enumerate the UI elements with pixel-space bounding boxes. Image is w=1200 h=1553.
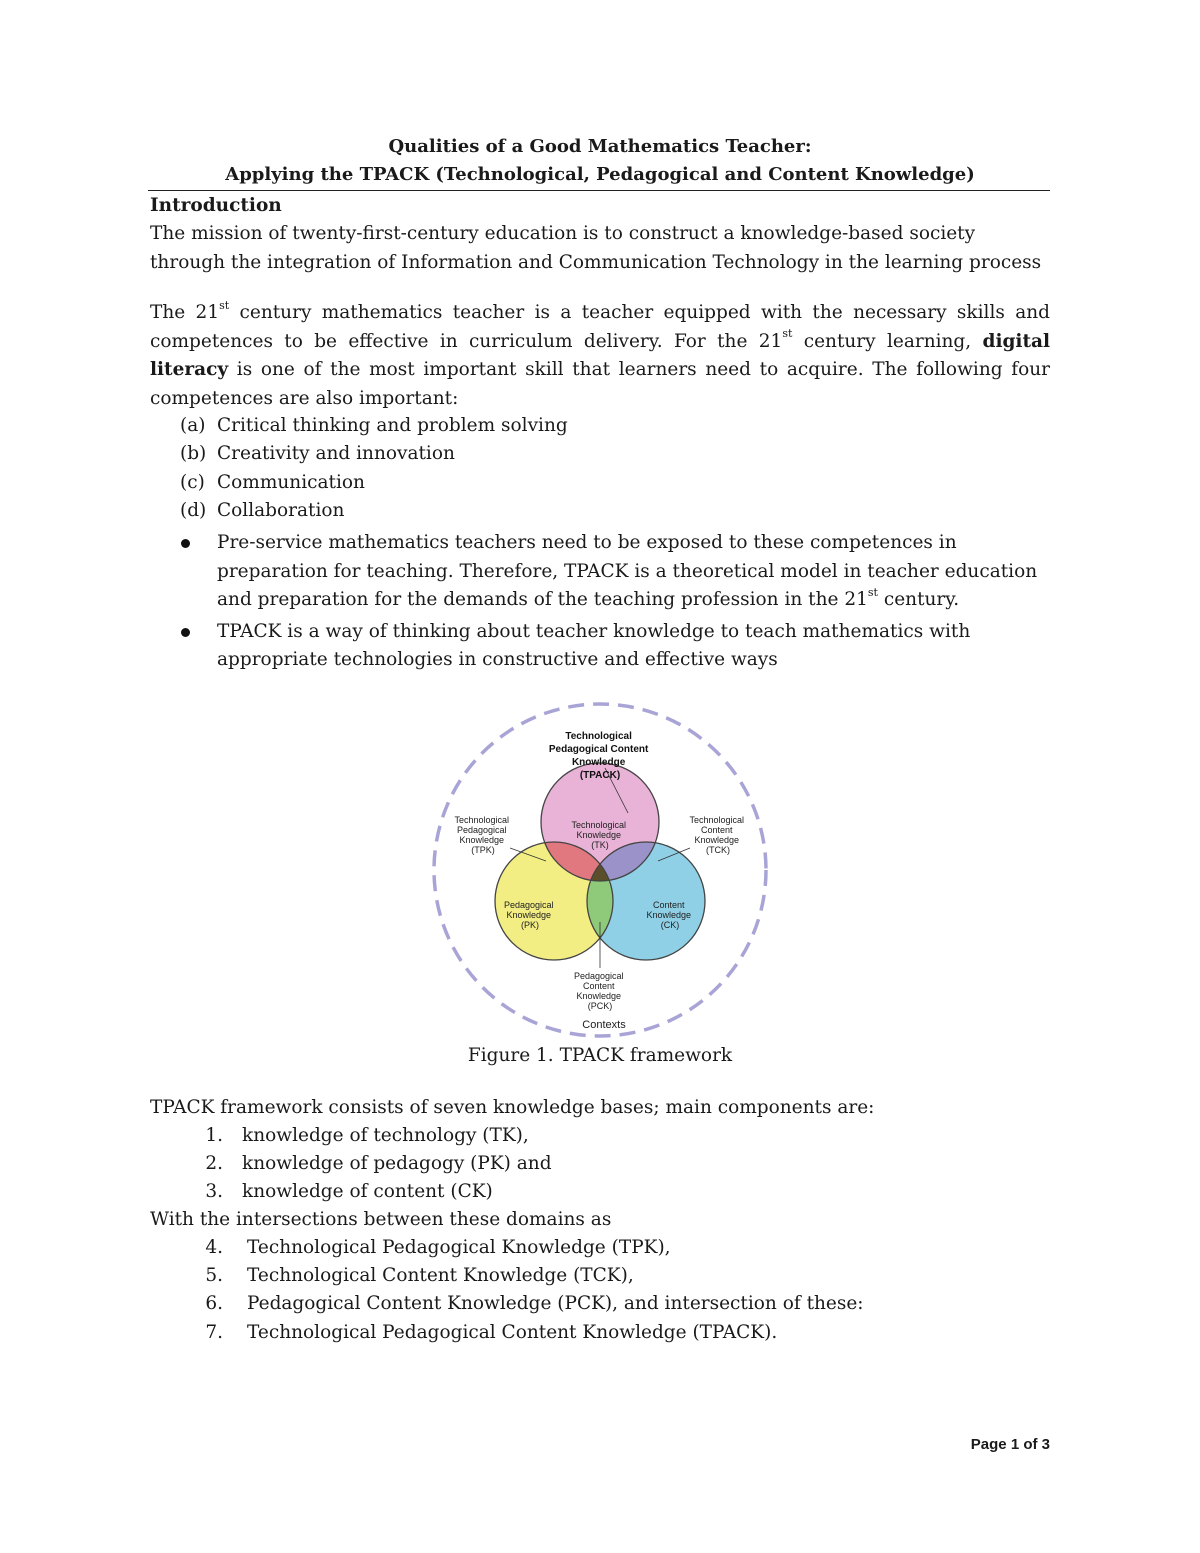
- list-item: [180, 440, 568, 468]
- list-label: (d): [180, 499, 207, 521]
- document-title: [150, 133, 1050, 189]
- list-number: 1.: [205, 1125, 223, 1146]
- list-item: [180, 497, 568, 525]
- list-text: Creativity and innovation: [217, 443, 455, 465]
- list-label: (c): [180, 471, 205, 493]
- pck-label-line: Content: [582, 981, 615, 991]
- p2-bold-digital-literacy: digital literacy: [150, 330, 1051, 380]
- list-number: 6.: [205, 1293, 223, 1315]
- list-text: knowledge of content (CK): [242, 1181, 493, 1203]
- p2-b: century mathematics teacher is a teacher equipped with the necessary skills and competences to be effective in curriculum delivery. For the 21: [150, 302, 1050, 352]
- tck-label-line: (TCK): [706, 845, 730, 855]
- list-number: 3.: [205, 1181, 223, 1203]
- intro-paragraph: The mission of twenty-first-century education is to construct a knowledge-based society through the integration of Information and Communication Technology in the learning process: [150, 223, 1042, 273]
- tck-label-line: Knowledge: [694, 835, 740, 845]
- bullet-1-b: century.: [877, 589, 960, 610]
- tpack-label-line: Knowledge: [571, 757, 626, 768]
- tpack-label: [549, 731, 651, 781]
- document-page: [150, 0, 1050, 1553]
- list-item: [150, 1234, 864, 1262]
- tk-label-line: Knowledge: [576, 830, 622, 840]
- tk-label-line: (TK): [591, 840, 609, 850]
- tpk-label-line: (TPK): [471, 845, 495, 855]
- tck-label-line: Technological: [689, 815, 745, 825]
- pk-label-line: Pedagogical: [503, 900, 554, 910]
- competence-list: [180, 412, 568, 525]
- tk-label-line: Technological: [571, 820, 627, 830]
- tpack-venn-diagram: [430, 700, 770, 1040]
- tpack-figure: [430, 700, 770, 1040]
- list-number: 7.: [205, 1321, 223, 1343]
- tpk-label-line: Knowledge: [459, 835, 505, 845]
- bullet-item: [150, 529, 1050, 615]
- list-item: [150, 1290, 864, 1318]
- list-label: (b): [180, 443, 207, 465]
- tck-label: [689, 815, 746, 855]
- list-number: 2.: [205, 1153, 223, 1175]
- pck-label-line: (PCK): [587, 1001, 613, 1011]
- pck-label: [574, 971, 626, 1011]
- intro-heading: Introduction: [150, 195, 282, 216]
- list-label: (a): [180, 415, 206, 436]
- list-text: Technological Pedagogical Knowledge (TPK),: [247, 1237, 671, 1258]
- tpk-label-line: Pedagogical: [456, 825, 507, 835]
- list-text: Collaboration: [217, 499, 345, 521]
- bullet-item: [150, 618, 1050, 675]
- list-item: [150, 1319, 864, 1347]
- ck-label-line: (CK): [660, 920, 680, 930]
- list-text: Critical thinking and problem solving: [217, 415, 568, 436]
- list-text: knowledge of pedagogy (PK) and: [242, 1153, 552, 1175]
- ck-label-line: Content: [652, 900, 685, 910]
- list-text: Pedagogical Content Knowledge (PCK), and intersection of these:: [247, 1293, 864, 1315]
- list-number: 4.: [205, 1237, 223, 1258]
- bullet-dot-icon: [181, 628, 190, 637]
- list-text: Communication: [217, 471, 365, 493]
- intersections-list: [150, 1234, 864, 1347]
- bullet-dot-icon: [181, 539, 190, 548]
- bullet-1-sup: st: [867, 585, 878, 599]
- pck-label-line: Knowledge: [576, 991, 622, 1001]
- pck-label-line: Pedagogical: [573, 971, 624, 981]
- list-item: [180, 469, 568, 497]
- p2-sup-2: st: [782, 327, 793, 341]
- list-text: Technological Content Knowledge (TCK),: [247, 1265, 634, 1287]
- list-number: 5.: [205, 1265, 223, 1287]
- p2-sup-1: st: [219, 298, 230, 312]
- title-line-1: Qualities of a Good Mathematics Teacher:: [388, 136, 812, 157]
- figure-caption: Figure 1. TPACK framework: [467, 1045, 733, 1066]
- main-components-list: [150, 1122, 552, 1207]
- p2-c: century learning,: [792, 330, 983, 352]
- tpack-label-line: (TPACK): [579, 770, 621, 781]
- tpk-label-line: Technological: [454, 815, 510, 825]
- list-item: [150, 1178, 552, 1206]
- tpk-label: [454, 815, 511, 855]
- bullet-list: [150, 529, 1050, 678]
- tpack-label-line: Pedagogical Content: [548, 744, 649, 755]
- p2-d: is one of the most important skill that learners need to acquire. The following four competences are also important:: [150, 359, 1050, 409]
- list-item: [180, 412, 568, 440]
- tck-label-line: Content: [700, 825, 733, 835]
- tpack-label-line: Technological: [565, 731, 632, 742]
- p2-a: The 21: [150, 302, 220, 323]
- list-item: [150, 1150, 552, 1178]
- page-number: Page 1 of 3: [970, 1436, 1050, 1453]
- list-item: [150, 1262, 864, 1290]
- pk-label-line: Knowledge: [506, 910, 552, 920]
- title-line-2: Applying the TPACK (Technological, Pedagogical and Content Knowledge): [225, 164, 975, 185]
- bullet-1-a: Pre-service mathematics teachers need to be exposed to these competences in preparation for teaching. Therefore, TPACK is a theoretical model in teacher education and preparation for the demands of the teaching profession in the 21: [217, 532, 1038, 610]
- paragraph-intersections: With the intersections between these domains as: [150, 1209, 612, 1230]
- bullet-2: TPACK is a way of thinking about teacher knowledge to teach mathematics with appropriate technologies in constructive and effective ways: [217, 620, 971, 670]
- paragraph-framework: TPACK framework consists of seven knowledge bases; main components are:: [150, 1097, 875, 1118]
- pk-label-line: (PK): [521, 920, 539, 930]
- title-divider: [148, 190, 1050, 191]
- paragraph-21st-century: [150, 299, 1050, 413]
- list-item: [150, 1122, 552, 1150]
- list-text: knowledge of technology (TK),: [242, 1125, 529, 1146]
- ck-label-line: Knowledge: [646, 910, 692, 920]
- list-text: Technological Pedagogical Content Knowledge (TPACK).: [247, 1321, 778, 1343]
- contexts-label: Contexts: [582, 1019, 626, 1031]
